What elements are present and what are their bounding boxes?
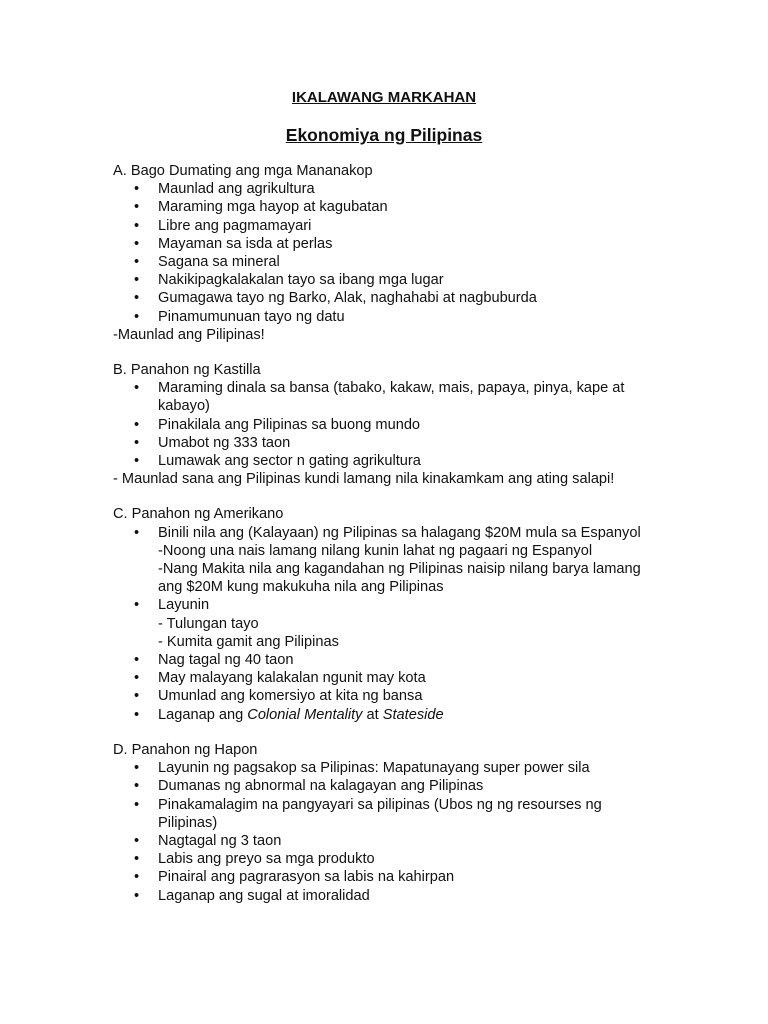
bullet-icon: • — [134, 416, 140, 433]
list-item — [113, 796, 673, 832]
item-text: Umunlad ang komersiyo at kita ng bansa — [158, 688, 423, 705]
section-label: B. Panahon ng Kastilla — [113, 362, 261, 379]
list-item — [113, 759, 673, 777]
section-c — [113, 505, 673, 723]
item-text-continued: kabayo) — [158, 398, 210, 415]
list-item — [113, 379, 673, 415]
item-text: Mayaman sa isda at perlas — [158, 235, 333, 252]
list-item — [113, 198, 673, 216]
section-d — [113, 741, 673, 905]
item-text: Sagana sa mineral — [158, 254, 280, 271]
item-text: Nag tagal ng 40 taon — [158, 652, 294, 669]
bullet-icon: • — [134, 652, 140, 669]
list-item — [113, 887, 673, 905]
bullet-icon: • — [134, 199, 140, 216]
section-b — [113, 361, 673, 488]
document-body — [113, 162, 673, 922]
bullet-list — [113, 379, 673, 470]
list-item — [113, 235, 673, 253]
bullet-icon: • — [134, 272, 140, 289]
bullet-icon: • — [134, 181, 140, 198]
item-text: Dumanas ng abnormal na kalagayan ang Pilipinas — [158, 778, 484, 795]
section-label: C. Panahon ng Amerikano — [113, 506, 284, 523]
bullet-icon: • — [134, 778, 140, 795]
section-note: - Maunlad sana ang Pilipinas kundi lamang nila kinakamkam ang ating salapi! — [113, 471, 615, 488]
bullet-icon: • — [134, 688, 140, 705]
item-text: Binili nila ang (Kalayaan) ng Pilipinas sa halagang $20M mula sa Espanyol — [158, 524, 641, 541]
item-text: Maraming dinala sa bansa (tabako, kakaw, mais, papaya, pinya, kape at — [158, 380, 625, 397]
item-text: Layunin — [158, 597, 210, 614]
bullet-icon: • — [134, 524, 140, 541]
list-item — [113, 777, 673, 795]
item-text: Layunin ng pagsakop sa Pilipinas: Mapatunayang super power sila — [158, 760, 590, 777]
list-item — [113, 452, 673, 470]
list-item — [113, 180, 673, 198]
bullet-icon: • — [134, 308, 140, 325]
bullet-icon: • — [134, 380, 140, 397]
item-text: Lumawak ang sector n gating agrikultura — [158, 453, 421, 470]
item-text: Laganap ang — [158, 706, 248, 723]
item-subline: - Tulungan tayo — [158, 615, 259, 632]
list-item — [113, 524, 673, 597]
bullet-icon: • — [134, 796, 140, 813]
item-text: Pinamumunuan tayo ng datu — [158, 308, 345, 325]
item-text: Pinakamalagim na pangyayari sa pilipinas (Ubos ng ng resourses ng — [158, 796, 602, 813]
list-item — [113, 416, 673, 434]
item-text: Pinairal ang pagrarasyon sa labis na kahirpan — [158, 869, 455, 886]
list-item — [113, 850, 673, 868]
item-subline: -Noong una nais lamang nilang kunin lahat ng pagaari ng Espanyol — [158, 542, 593, 559]
bullet-icon: • — [134, 670, 140, 687]
item-text: Nakikipagkalakalan tayo sa ibang mga lugar — [158, 272, 444, 289]
item-text: Maraming mga hayop at kagubatan — [158, 199, 388, 216]
list-item — [113, 434, 673, 452]
section-a — [113, 162, 673, 344]
item-text: Libre ang pagmamayari — [158, 217, 312, 234]
list-item — [113, 832, 673, 850]
list-item — [113, 868, 673, 886]
item-emphasis: Colonial Mentality — [247, 706, 363, 723]
bullet-list — [113, 180, 673, 326]
list-item — [113, 289, 673, 307]
item-text: Maunlad ang agrikultura — [158, 181, 315, 198]
bullet-icon: • — [134, 887, 140, 904]
bullet-icon: • — [134, 217, 140, 234]
bullet-icon: • — [134, 869, 140, 886]
item-text: May malayang kalakalan ngunit may kota — [158, 670, 426, 687]
document-heading: IKALAWANG MARKAHAN — [291, 89, 477, 106]
list-item — [113, 253, 673, 271]
list-item — [113, 217, 673, 235]
list-item — [113, 669, 673, 687]
item-subline: ang $20M kung makukuha nila ang Pilipinas — [158, 579, 444, 596]
list-item — [113, 651, 673, 669]
bullet-icon: • — [134, 851, 140, 868]
item-text: at — [362, 706, 383, 723]
bullet-icon: • — [134, 832, 140, 849]
item-subline: -Nang Makita nila ang kagandahan ng Pilipinas naisip nilang barya lamang — [158, 561, 641, 578]
document-title: Ekonomiya ng Pilipinas — [285, 125, 483, 145]
item-text: Laganap ang sugal at imoralidad — [158, 887, 370, 904]
list-item — [113, 596, 673, 651]
bullet-icon: • — [134, 706, 140, 723]
section-note: -Maunlad ang Pilipinas! — [113, 326, 265, 343]
list-item — [113, 308, 673, 326]
section-label: D. Panahon ng Hapon — [113, 741, 258, 758]
bullet-icon: • — [134, 434, 140, 451]
item-emphasis: Stateside — [382, 706, 444, 723]
section-label: A. Bago Dumating ang mga Mananakop — [113, 163, 373, 179]
item-text: Labis ang preyo sa mga produkto — [158, 851, 375, 868]
bullet-list — [113, 524, 673, 724]
list-item — [113, 271, 673, 289]
bullet-icon: • — [134, 760, 140, 777]
list-item — [113, 687, 673, 705]
item-text: Umabot ng 333 taon — [158, 434, 291, 451]
item-text: Gumagawa tayo ng Barko, Alak, naghahabi at nagbuburda — [158, 290, 537, 307]
item-text-continued: Pilipinas) — [158, 814, 218, 831]
bullet-list — [113, 759, 673, 905]
bullet-icon: • — [134, 597, 140, 614]
item-subline: - Kumita gamit ang Pilipinas — [158, 633, 339, 650]
item-text: Nagtagal ng 3 taon — [158, 832, 282, 849]
bullet-icon: • — [134, 235, 140, 252]
item-text: Pinakilala ang Pilipinas sa buong mundo — [158, 416, 421, 433]
bullet-icon: • — [134, 453, 140, 470]
bullet-icon: • — [134, 290, 140, 307]
bullet-icon: • — [134, 254, 140, 271]
list-item — [113, 706, 673, 724]
